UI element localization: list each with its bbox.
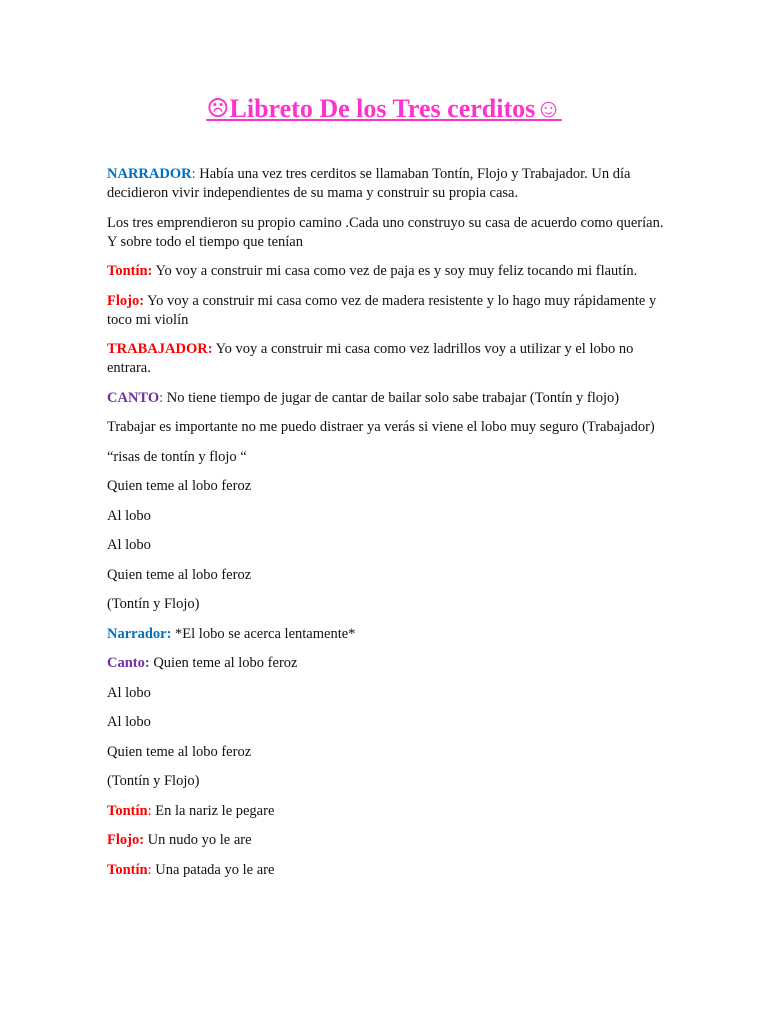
dialogue-line — [107, 861, 667, 880]
page-title: ☹Libreto De los Tres cerditos☺ — [206, 94, 562, 123]
script-line — [107, 507, 667, 526]
line-text: (Tontín y Flojo) — [107, 773, 200, 789]
line-text: Yo voy a construir mi casa como vez de madera resistente y lo hago muy rápidamente y toco mi violín — [107, 292, 657, 328]
dialogue-line — [107, 389, 667, 408]
dialogue-line — [107, 802, 667, 821]
line-text: Quien teme al lobo feroz — [107, 566, 252, 583]
line-text: No tiene tiempo de jugar de cantar de bailar solo sabe trabajar (Tontín y flojo) — [163, 389, 620, 406]
speaker-name: Tontín — [107, 861, 148, 878]
script-line — [107, 743, 667, 762]
dialogue-line — [107, 625, 667, 644]
dialogue-line — [107, 262, 667, 281]
line-text: Los tres emprendieron su propio camino .Cada uno construyo su casa de acuerdo como querían. Y sobre todo el tiempo que tenían — [107, 214, 664, 250]
script-line — [107, 566, 667, 585]
line-text: Un nudo yo le are — [144, 832, 252, 848]
script-line — [107, 536, 667, 555]
speaker-name: TRABAJADOR: — [107, 341, 213, 357]
dialogue-line — [107, 654, 667, 673]
script-line — [107, 214, 667, 252]
line-text: Trabajar es importante no me puedo distraer ya verás si viene el lobo muy seguro (Trabajador) — [107, 419, 655, 435]
script-line — [107, 448, 667, 467]
script-line — [107, 477, 667, 496]
script-body — [107, 165, 667, 890]
script-line — [107, 595, 667, 614]
line-text: Al lobo — [107, 507, 151, 524]
line-text: Al lobo — [107, 714, 151, 730]
line-text: Al lobo — [107, 684, 151, 701]
speaker-separator: : — [159, 389, 164, 406]
line-text: Había una vez tres cerditos se llamaban Tontín, Flojo y Trabajador. Un día decidieron vivir independientes de su mama y construir su propia casa. — [107, 166, 631, 201]
dialogue-line — [107, 340, 667, 378]
speaker-separator: : — [191, 166, 196, 182]
speaker-name: Tontín — [107, 802, 148, 819]
speaker-name: Canto: — [107, 655, 150, 671]
line-text: Una patada yo le are — [151, 861, 275, 878]
dialogue-line — [107, 831, 667, 850]
speaker-separator: : — [147, 861, 152, 878]
line-text: Quien teme al lobo feroz — [107, 743, 252, 760]
speaker-name: Flojo: — [107, 292, 145, 309]
script-line — [107, 713, 667, 732]
script-line — [107, 418, 667, 437]
dialogue-line — [107, 165, 667, 203]
line-text: “risas de tontín y flojo “ — [107, 448, 247, 465]
script-line — [107, 772, 667, 791]
line-text: (Tontín y Flojo) — [107, 596, 200, 612]
line-text: Quien teme al lobo feroz — [149, 655, 298, 671]
dialogue-line — [107, 292, 667, 330]
line-text: Yo voy a construir mi casa como vez de paja es y soy muy feliz tocando mi flautín. — [152, 263, 638, 279]
line-text: En la nariz le pegare — [151, 802, 275, 819]
speaker-separator: : — [147, 802, 152, 819]
line-text: *El lobo se acerca lentamente* — [171, 625, 356, 642]
line-text: Al lobo — [107, 537, 151, 553]
speaker-name: Flojo: — [107, 832, 145, 848]
speaker-name: CANTO — [107, 389, 160, 406]
speaker-name: NARRADOR — [107, 166, 192, 182]
script-line — [107, 684, 667, 703]
line-text: Quien teme al lobo feroz — [107, 478, 252, 494]
speaker-name: Narrador: — [107, 625, 172, 642]
line-text: Yo voy a construir mi casa como vez ladrillos voy a utilizar y el lobo no entrara. — [107, 341, 634, 376]
speaker-name: Tontín: — [107, 263, 153, 279]
